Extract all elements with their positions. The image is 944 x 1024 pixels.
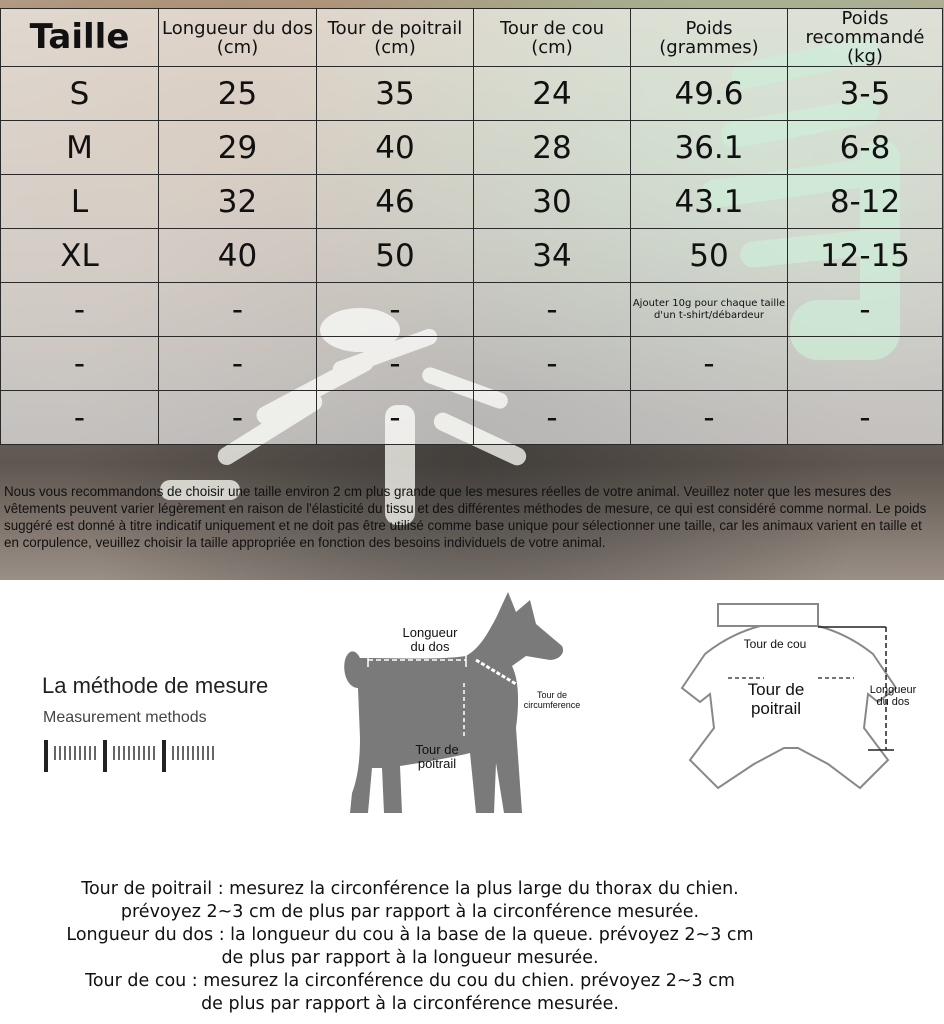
size-table-cell: - bbox=[788, 391, 943, 445]
measurement-instructions bbox=[0, 878, 820, 1016]
size-table-cell: - bbox=[1, 283, 159, 337]
instruction-line: Tour de poitrail : mesurez la circonférence la plus large du thorax du chien. bbox=[81, 879, 739, 899]
ruler-icon bbox=[44, 740, 224, 776]
size-table-cell: - bbox=[1, 337, 159, 391]
size-table-cell: 25 bbox=[159, 67, 317, 121]
garment-neck-label: Tour de cou bbox=[743, 637, 807, 651]
dog-back-length-label: Longueur du dos bbox=[402, 625, 458, 654]
size-table-cell: 34 bbox=[474, 229, 631, 283]
instruction-line: de plus par rapport à la longueur mesurée. bbox=[221, 948, 599, 968]
instruction-line: Tour de cou : mesurez la circonférence du cou du chien. prévoyez 2~3 cm bbox=[85, 971, 735, 991]
size-table-cell: 40 bbox=[317, 121, 474, 175]
size-table-cell: 32 bbox=[159, 175, 317, 229]
dog-neck-label: Tour de circumference bbox=[523, 690, 581, 710]
size-table-row bbox=[1, 229, 943, 283]
size-table-header-cell: Poids recommandé (kg) bbox=[788, 9, 943, 67]
size-table-row bbox=[1, 67, 943, 121]
size-table-cell: - bbox=[474, 283, 631, 337]
garment-length-label: Longueur du dos bbox=[869, 684, 917, 708]
size-advice-note: Nous vous recommandons de choisir une taille environ 2 cm plus grande que les mesures réelles de votre animal. Veuillez noter que les mesures des vêtements peuvent varier légèrement en raison de l'élasticité du tissu et des différentes méthodes de mesure, ce qui est considéré comme normal. Le poids suggéré est donné à titre indicatif uniquement et ne doit pas être utilisé comme base unique pour sélectionner une taille, car les animaux varient en taille et en corpulence, veuillez choisir la taille appropriée en fonction des besoins individuels de votre animal. bbox=[4, 484, 927, 550]
size-table-header-cell: Tour de poitrail (cm) bbox=[317, 9, 474, 67]
size-table-header-cell: Longueur du dos (cm) bbox=[159, 9, 317, 67]
size-table-cell: - bbox=[474, 337, 631, 391]
size-table-cell bbox=[788, 337, 943, 391]
size-table-cell: - bbox=[474, 391, 631, 445]
size-table-cell: 24 bbox=[474, 67, 631, 121]
size-table-cell: 35 bbox=[317, 67, 474, 121]
size-table-cell: 36.1 bbox=[631, 121, 788, 175]
size-table-cell: - bbox=[788, 283, 943, 337]
garment-chest-label: Tour de poitrail bbox=[747, 680, 805, 718]
size-table-header-cell: Taille bbox=[1, 9, 159, 67]
size-table-cell: L bbox=[1, 175, 159, 229]
size-table-cell: - bbox=[1, 391, 159, 445]
size-table-row bbox=[1, 175, 943, 229]
size-table-row bbox=[1, 121, 943, 175]
size-table-cell: - bbox=[317, 283, 474, 337]
size-table-row bbox=[1, 283, 943, 337]
size-table-cell: 46 bbox=[317, 175, 474, 229]
method-title: La méthode de mesure bbox=[42, 673, 269, 698]
size-table-cell: - bbox=[159, 337, 317, 391]
size-table-cell: XL bbox=[1, 229, 159, 283]
measurement-guide bbox=[0, 580, 944, 1024]
size-table-cell: - bbox=[317, 337, 474, 391]
size-table-cell: 40 bbox=[159, 229, 317, 283]
size-table-cell: 50 bbox=[631, 229, 788, 283]
size-table-cell: 6-8 bbox=[788, 121, 943, 175]
size-table-cell: - bbox=[631, 391, 788, 445]
size-table-cell: - bbox=[159, 391, 317, 445]
size-table-row bbox=[1, 391, 943, 445]
size-table-cell: - bbox=[159, 283, 317, 337]
size-table-cell: 30 bbox=[474, 175, 631, 229]
size-table-cell: 50 bbox=[317, 229, 474, 283]
size-table-header-cell: Tour de cou (cm) bbox=[474, 9, 631, 67]
method-subtitle: Measurement methods bbox=[43, 709, 207, 726]
size-table-cell: 8-12 bbox=[788, 175, 943, 229]
size-table-cell: - bbox=[631, 337, 788, 391]
dog-chest-label: Tour de poitrail bbox=[415, 742, 459, 771]
size-table bbox=[0, 8, 943, 445]
size-table-header-cell: Poids (grammes) bbox=[631, 9, 788, 67]
size-table-cell: 29 bbox=[159, 121, 317, 175]
size-table-row bbox=[1, 337, 943, 391]
size-table-cell: 3-5 bbox=[788, 67, 943, 121]
size-table-cell: 43.1 bbox=[631, 175, 788, 229]
size-table-cell: 12-15 bbox=[788, 229, 943, 283]
size-table-cell: S bbox=[1, 67, 159, 121]
size-table-cell: Ajouter 10g pour chaque taille d'un t-shirt/débardeur bbox=[631, 283, 788, 337]
size-table-cell: 49.6 bbox=[631, 67, 788, 121]
instruction-line: Longueur du dos : la longueur du cou à la base de la queue. prévoyez 2~3 cm bbox=[66, 925, 754, 945]
size-table-cell: M bbox=[1, 121, 159, 175]
size-table-cell: 28 bbox=[474, 121, 631, 175]
size-table-header-row bbox=[1, 9, 943, 67]
size-table-cell: - bbox=[317, 391, 474, 445]
instruction-line: prévoyez 2~3 cm de plus par rapport à la circonférence mesurée. bbox=[120, 902, 700, 922]
instruction-line: de plus par rapport à la circonférence mesurée. bbox=[201, 994, 619, 1014]
